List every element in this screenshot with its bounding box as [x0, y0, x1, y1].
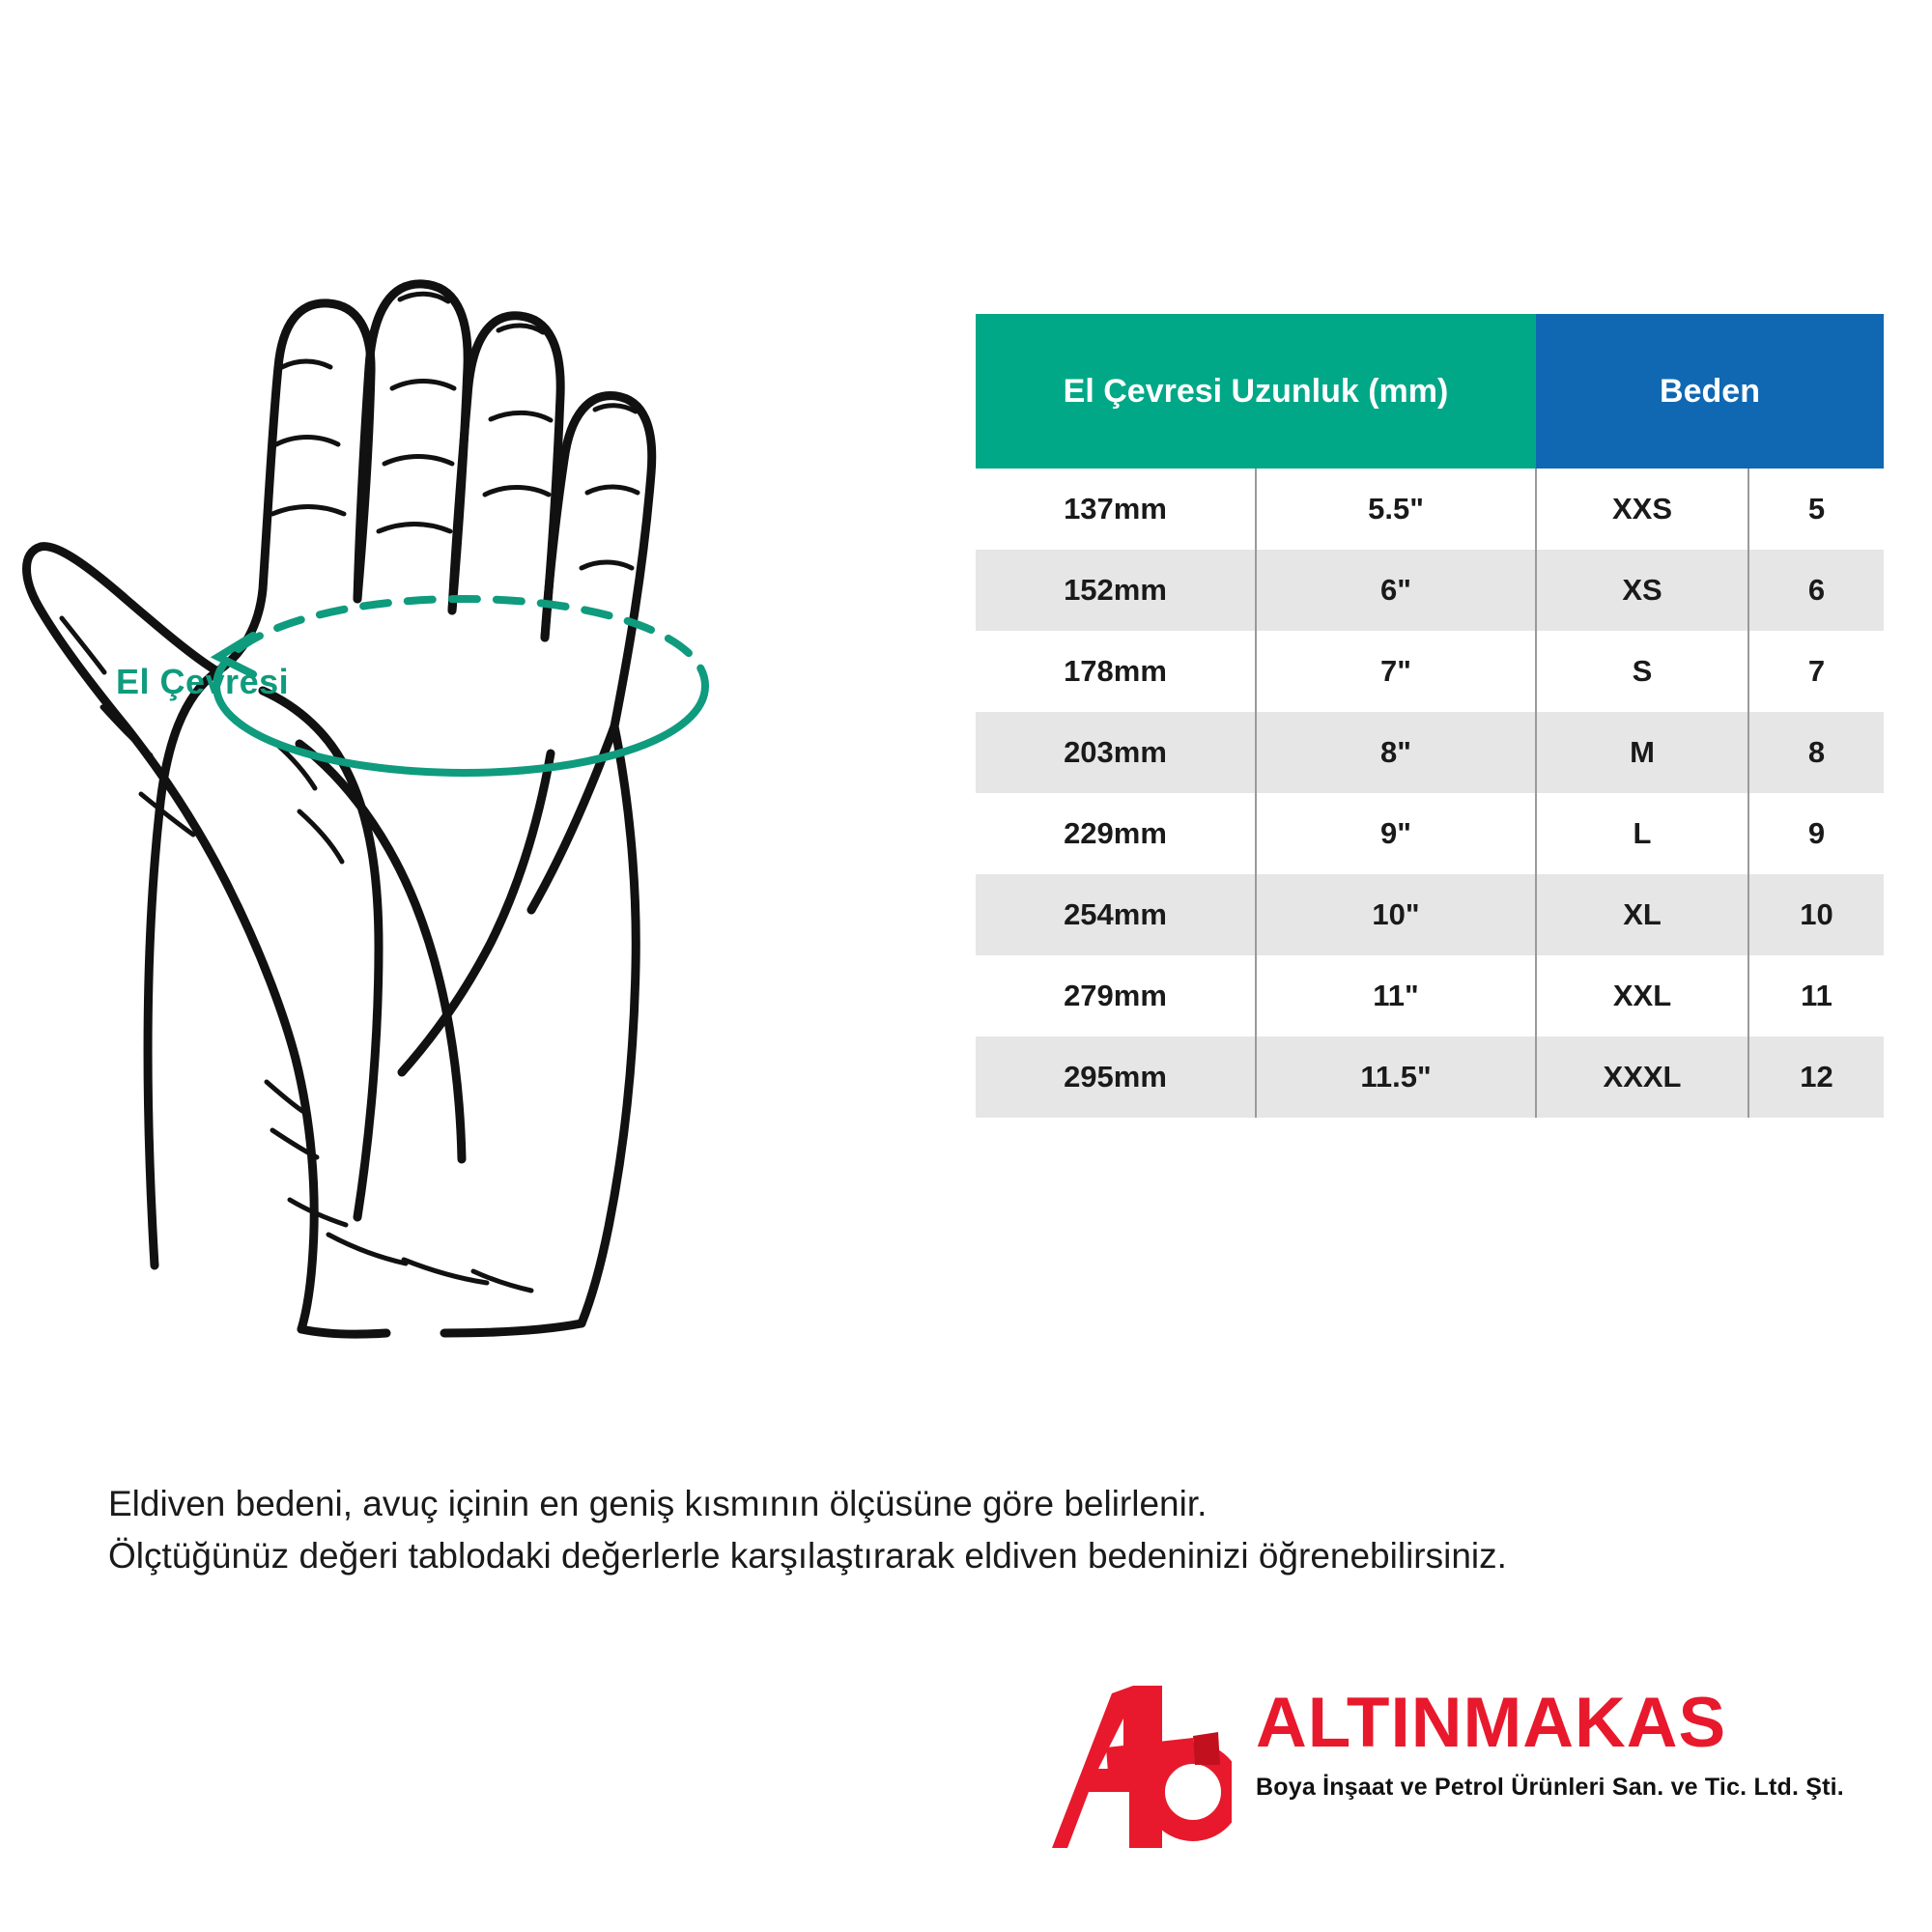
size-table-body [976, 469, 1884, 1118]
cell-millimeters: 295mm [976, 1037, 1256, 1118]
cell-size-number: 6 [1748, 550, 1884, 631]
cell-size-letter: XS [1536, 550, 1748, 631]
cell-millimeters: 152mm [976, 550, 1256, 631]
table-row [976, 793, 1884, 874]
cell-size-number: 7 [1748, 631, 1884, 712]
cell-size-letter: XXS [1536, 469, 1748, 550]
brand-lockup [1048, 1676, 1850, 1869]
cell-millimeters: 178mm [976, 631, 1256, 712]
table-row [976, 955, 1884, 1037]
size-table [976, 314, 1884, 1118]
cell-size-number: 5 [1748, 469, 1884, 550]
altinmakas-logo-icon [1048, 1676, 1232, 1860]
brand-subtitle: Boya İnşaat ve Petrol Ürünleri San. ve Tic. Ltd. Şti. [1256, 1774, 1844, 1801]
cell-size-letter: XL [1536, 874, 1748, 955]
cell-millimeters: 229mm [976, 793, 1256, 874]
instructions-line-2: Ölçtüğünüz değeri tablodaki değerlerle karşılaştırarak eldiven bedeninizi öğrenebilirsiniz. [108, 1535, 1507, 1576]
cell-millimeters: 203mm [976, 712, 1256, 793]
cell-inches: 11" [1256, 955, 1536, 1037]
cell-size-number: 8 [1748, 712, 1884, 793]
table-row [976, 874, 1884, 955]
cell-inches: 5.5" [1256, 469, 1536, 550]
table-row [976, 469, 1884, 550]
table-row [976, 712, 1884, 793]
cell-size-letter: M [1536, 712, 1748, 793]
cell-size-letter: L [1536, 793, 1748, 874]
cell-inches: 7" [1256, 631, 1536, 712]
header-hand-circumference: El Çevresi Uzunluk (mm) [976, 314, 1536, 469]
hand-diagram [10, 77, 918, 1449]
cell-inches: 8" [1256, 712, 1536, 793]
cell-inches: 9" [1256, 793, 1536, 874]
cell-inches: 11.5" [1256, 1037, 1536, 1118]
cell-millimeters: 279mm [976, 955, 1256, 1037]
instructions-text [108, 1478, 1847, 1581]
cell-size-number: 9 [1748, 793, 1884, 874]
hand-circumference-label: El Çevresi [116, 662, 290, 701]
table-row [976, 1037, 1884, 1118]
cell-millimeters: 137mm [976, 469, 1256, 550]
cell-size-letter: XXL [1536, 955, 1748, 1037]
cell-size-letter: S [1536, 631, 1748, 712]
hand-illustration-svg [10, 77, 918, 1449]
header-size: Beden [1536, 314, 1884, 469]
cell-size-number: 12 [1748, 1037, 1884, 1118]
cell-size-number: 11 [1748, 955, 1884, 1037]
cell-inches: 6" [1256, 550, 1536, 631]
brand-text-block [1256, 1684, 1845, 1802]
cell-size-letter: XXXL [1536, 1037, 1748, 1118]
brand-name: ALTINMAKAS [1256, 1684, 1727, 1762]
table-row [976, 550, 1884, 631]
cell-millimeters: 254mm [976, 874, 1256, 955]
size-table-header [976, 314, 1884, 469]
instructions-line-1: Eldiven bedeni, avuç içinin en geniş kısmının ölçüsüne göre belirlenir. [108, 1484, 1208, 1523]
table-row [976, 631, 1884, 712]
cell-inches: 10" [1256, 874, 1536, 955]
cell-size-number: 10 [1748, 874, 1884, 955]
